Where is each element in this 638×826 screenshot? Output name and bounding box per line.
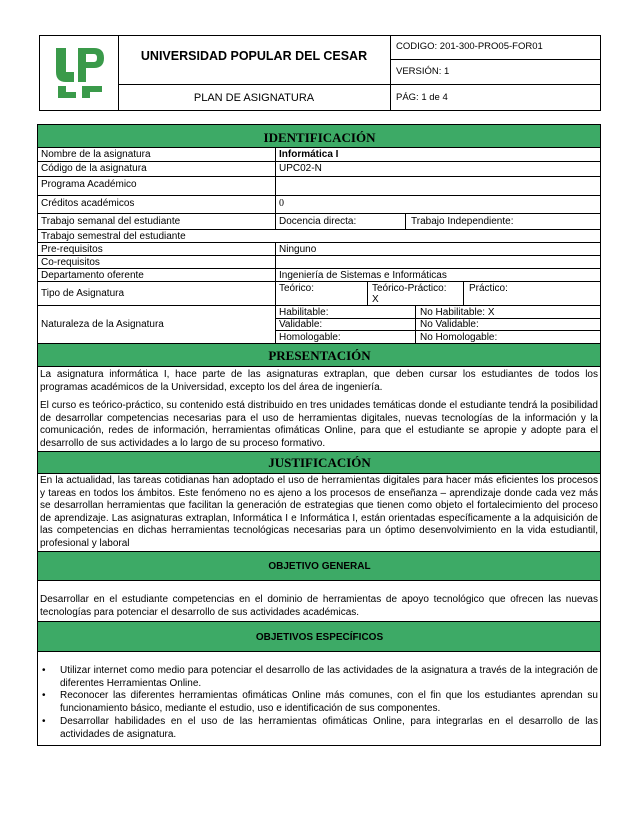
row-divider	[38, 366, 601, 367]
presentacion-paragraph: La asignatura informática I, hace parte de las asignaturas extraplan, que deben cursar los estudiantes de todos los programas académicos de la Universidad, excepto los del área de ingeniería.	[40, 369, 598, 393]
value-creditos: 0	[279, 198, 284, 209]
value-departamento: Ingeniería de Sistemas e Informáticas	[279, 270, 447, 281]
column-divider	[275, 147, 276, 229]
list-item-text: Utilizar internet como medio para potenciar el desarrollo de las actividades de la asignatura a través de la integración de diferentes Herramientas Online.	[60, 665, 598, 689]
label-teorico: Teórico:	[279, 283, 315, 294]
university-logo	[52, 42, 108, 102]
label-departamento: Departamento oferente	[41, 270, 144, 281]
label-validable: Validable:	[279, 319, 323, 330]
row-divider	[38, 255, 601, 256]
label-habilitable: Habilitable:	[279, 307, 329, 318]
label-tipo-asignatura: Tipo de Asignatura	[41, 288, 125, 299]
list-item-text: Reconocer las diferentes herramientas ofimáticas Online más comunes, con el fin que los estudiantes aprendan su funcionamiento básico, mediante el estudio, uso e identificación de sus componentes.	[60, 690, 598, 714]
label-no-habilitable: No Habilitable: X	[420, 307, 495, 318]
document-code: CODIGO: 201-300-PRO05-FOR01	[396, 41, 543, 52]
upc-logo-icon	[52, 42, 108, 102]
column-divider	[405, 213, 406, 229]
column-divider	[463, 281, 464, 305]
value-programa	[277, 178, 281, 180]
label-homologable: Homologable:	[279, 332, 341, 343]
objetivo-general-paragraph: Desarrollar en el estudiante competencias en el dominio de herramientas de apoyo tecnológico que ofrecen las nuevas tecnologías para potenciar el desarrollo de sus actividades académicas.	[40, 594, 598, 618]
section-title: IDENTIFICACIÓN	[263, 130, 376, 145]
label-prerequisitos: Pre-requisitos	[41, 244, 103, 255]
bullet-icon: •	[42, 690, 46, 701]
list-item-text: Desarrollar habilidades en el uso de las herramientas ofimáticas Online, para integrarlas en el desarrollo de las actividades de asignatura.	[60, 716, 598, 740]
header-divider	[390, 59, 601, 60]
label-programa: Programa Académico	[41, 179, 137, 190]
row-divider	[38, 213, 601, 214]
list-item	[40, 690, 598, 715]
label-codigo: Código de la asignatura	[41, 163, 147, 174]
presentacion-paragraph: El curso es teórico-práctico, su contenido está distribuido en tres unidades temáticas donde el estudiante tendrá la posibilidad de desarrollar competencias necesarias para el uso de herramientas digitales, nuevas tecnologías de la información y la comunicación, redes de información, herramientas ofimáticas Online, para que el estudiante se apropie y adopte para el desarrollo de sus actividades a lo largo de su proceso formativo.	[40, 400, 598, 449]
list-item	[40, 665, 598, 690]
label-naturaleza: Naturaleza de la Asignatura	[41, 319, 164, 330]
section-title: PRESENTACIÓN	[268, 348, 371, 363]
row-divider	[38, 195, 601, 196]
label-creditos: Créditos académicos	[41, 198, 135, 209]
document-title: PLAN DE ASIGNATURA	[193, 92, 315, 104]
university-name: UNIVERSIDAD POPULAR DEL CESAR	[140, 49, 368, 63]
row-divider	[38, 651, 601, 652]
row-divider	[38, 176, 601, 177]
value-prerequisitos: Ninguno	[279, 244, 317, 255]
page-number: PÁG: 1 de 4	[396, 92, 448, 103]
label-trabajo-independiente: Trabajo Independiente:	[411, 216, 514, 227]
section-title: JUSTIFICACIÓN	[268, 455, 371, 470]
label-no-validable: No Validable:	[420, 319, 479, 330]
section-title: OBJETIVOS ESPECÍFICOS	[255, 632, 384, 643]
label-teorico-practico: Teórico-Práctico:	[372, 283, 447, 294]
justificacion-paragraph: En la actualidad, las tareas cotidianas han adoptado el uso de herramientas digitales para hacer más eficientes los procesos y tareas en todos los ámbitos. Este fenómeno no es ajeno a los procesos de enseñanza – aprendizaje donde cada vez más se desarrollan herramientas que facilitan la generación de estrategias que tienen como objeto el fortalecimiento del proceso de aprendizaje. Las asignaturas extraplan, Informática I e Informática I, están orientadas específicamente a la adquisición de las competencias en dichas herramientas tecnológicas necesarias para un óptimo desenvolvimiento en la vida estudiantil, profesional y laboral	[40, 475, 598, 549]
section-title: OBJETIVO GENERAL	[268, 561, 371, 572]
list-item	[40, 716, 598, 741]
row-divider	[38, 473, 601, 474]
row-divider	[38, 580, 601, 581]
document-version: VERSIÓN: 1	[396, 66, 450, 77]
header-divider	[390, 35, 391, 111]
row-divider	[38, 451, 601, 452]
label-no-homologable: No Homologable:	[420, 332, 498, 343]
label-docencia-directa: Docencia directa:	[279, 216, 357, 227]
label-nombre: Nombre de la asignatura	[41, 149, 151, 160]
label-trabajo-semestral: Trabajo semestral del estudiante	[41, 231, 186, 242]
mark-teorico-practico: X	[372, 294, 379, 305]
column-divider	[367, 281, 368, 305]
label-practico: Práctico:	[469, 283, 508, 294]
value-nombre: Informática I	[279, 149, 339, 160]
column-divider	[275, 242, 276, 343]
header-divider	[118, 84, 601, 85]
value-codigo: UPC02-N	[279, 163, 322, 174]
bullet-icon: •	[42, 665, 46, 676]
label-corequisitos: Co-requisitos	[41, 257, 100, 268]
bullet-icon: •	[42, 716, 46, 727]
label-trabajo-semanal: Trabajo semanal del estudiante	[41, 216, 181, 227]
column-divider	[415, 305, 416, 343]
